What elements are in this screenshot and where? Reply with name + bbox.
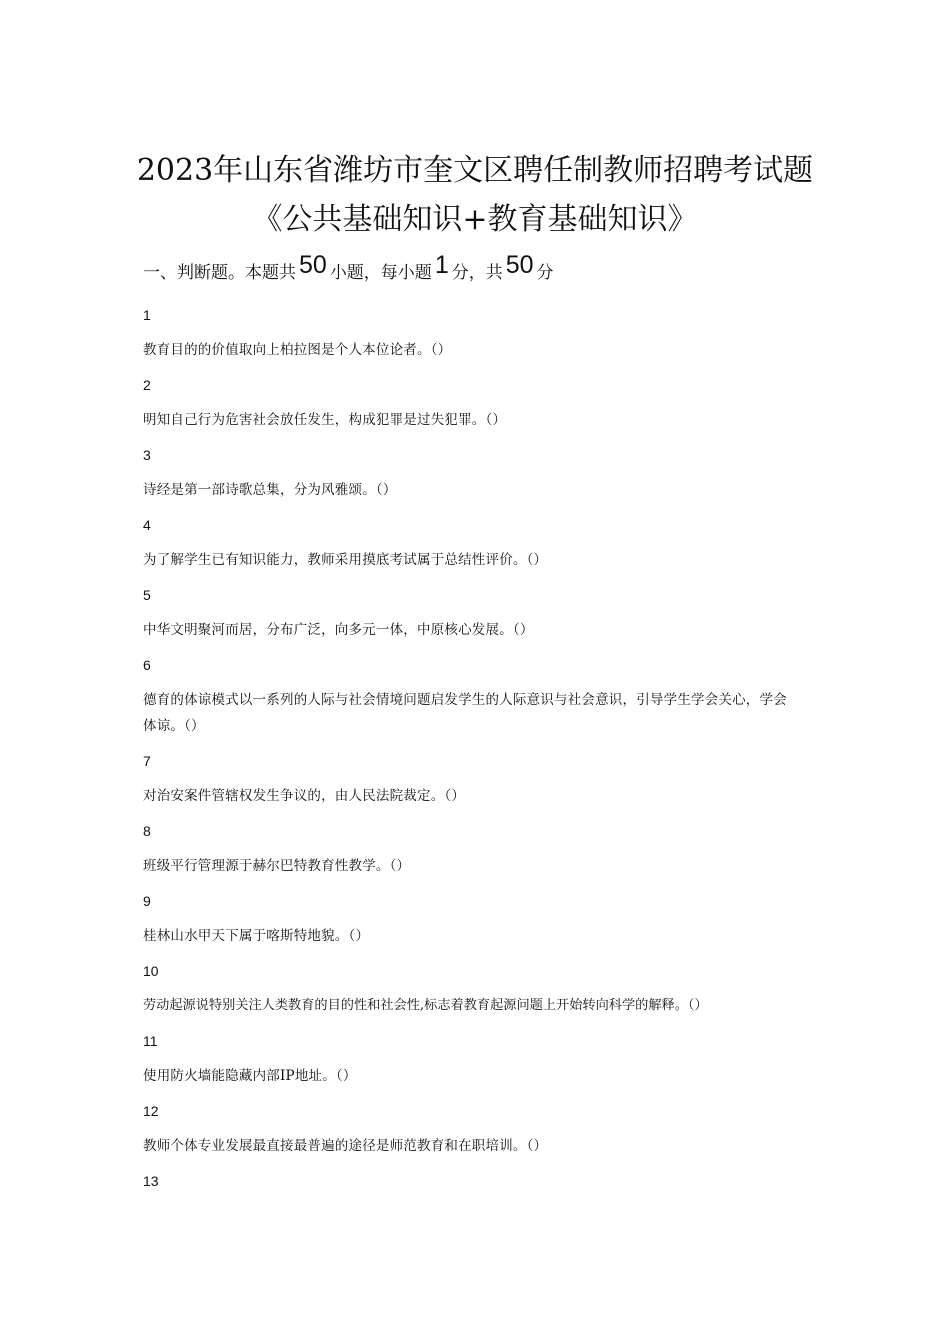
question-list — [143, 305, 803, 1203]
document-subtitle: 《公共基础知识+教育基础知识》 — [252, 202, 698, 237]
question-number: 5 — [143, 587, 151, 603]
question-text: 班级平行管理源于赫尔巴特教育性教学。（） — [143, 858, 411, 874]
question-item — [143, 655, 803, 739]
question-item — [143, 821, 803, 879]
section-total-points: 50 — [505, 251, 534, 279]
question-item — [143, 375, 803, 433]
question-item — [143, 891, 803, 949]
question-item — [143, 585, 803, 643]
section-prefix: 一、判断题。本题共 — [143, 263, 296, 283]
section-points-each: 1 — [434, 251, 449, 279]
question-item — [143, 515, 803, 573]
question-text: 诗经是第一部诗歌总集，分为风雅颂。（） — [143, 482, 397, 498]
document-title: 2023年山东省潍坊市奎文区聘任制教师招聘考试题 — [136, 153, 814, 188]
question-number: 13 — [143, 1173, 159, 1189]
question-number: 4 — [143, 517, 151, 533]
question-item — [143, 1171, 803, 1191]
question-text: 桂林山水甲天下属于喀斯特地貌。（） — [143, 928, 370, 944]
question-item — [143, 961, 803, 1019]
question-number: 1 — [143, 307, 151, 323]
question-text: 对治安案件管辖权发生争议的，由人民法院裁定。（） — [143, 788, 466, 804]
question-number: 12 — [143, 1103, 159, 1119]
question-text: 德育的体谅模式以一系列的人际与社会情境问题启发学生的人际意识与社会意识，引导学生学会关心，学会体谅。（） — [143, 692, 787, 734]
question-number: 8 — [143, 823, 151, 839]
question-item — [143, 751, 803, 809]
question-number: 3 — [143, 447, 151, 463]
question-number: 11 — [143, 1033, 158, 1049]
question-text: 劳动起源说特别关注人类教育的目的性和社会性,标志着教育起源问题上开始转向科学的解释。（） — [143, 998, 708, 1013]
section-total-questions: 50 — [299, 251, 327, 279]
question-text: 中华文明聚河而居，分布广泛，向多元一体，中原核心发展。（） — [143, 622, 534, 638]
question-item — [143, 1101, 803, 1159]
question-text: 教师个体专业发展最直接最普遍的途径是师范教育和在职培训。（） — [143, 1138, 548, 1154]
section-suffix: 分 — [536, 263, 554, 283]
question-item — [143, 305, 803, 363]
question-text: 为了解学生已有知识能力，教师采用摸底考试属于总结性评价。（） — [143, 552, 548, 568]
question-number: 7 — [143, 753, 151, 769]
question-number: 6 — [143, 657, 151, 673]
section-heading — [143, 251, 554, 285]
section-mid-text-2: 分，共 — [451, 263, 503, 283]
section-mid-text-1: 小题，每小题 — [329, 263, 432, 283]
question-number: 10 — [143, 963, 159, 979]
question-item — [143, 1031, 803, 1089]
question-text: 使用防火墙能隐藏内部IP地址。（） — [143, 1068, 357, 1084]
question-text: 教育目的的价值取向上柏拉图是个人本位论者。（） — [143, 342, 452, 358]
question-number: 2 — [143, 377, 151, 393]
question-text: 明知自己行为危害社会放任发生，构成犯罪是过失犯罪。（） — [143, 412, 507, 428]
question-number: 9 — [143, 893, 151, 909]
question-item — [143, 445, 803, 503]
